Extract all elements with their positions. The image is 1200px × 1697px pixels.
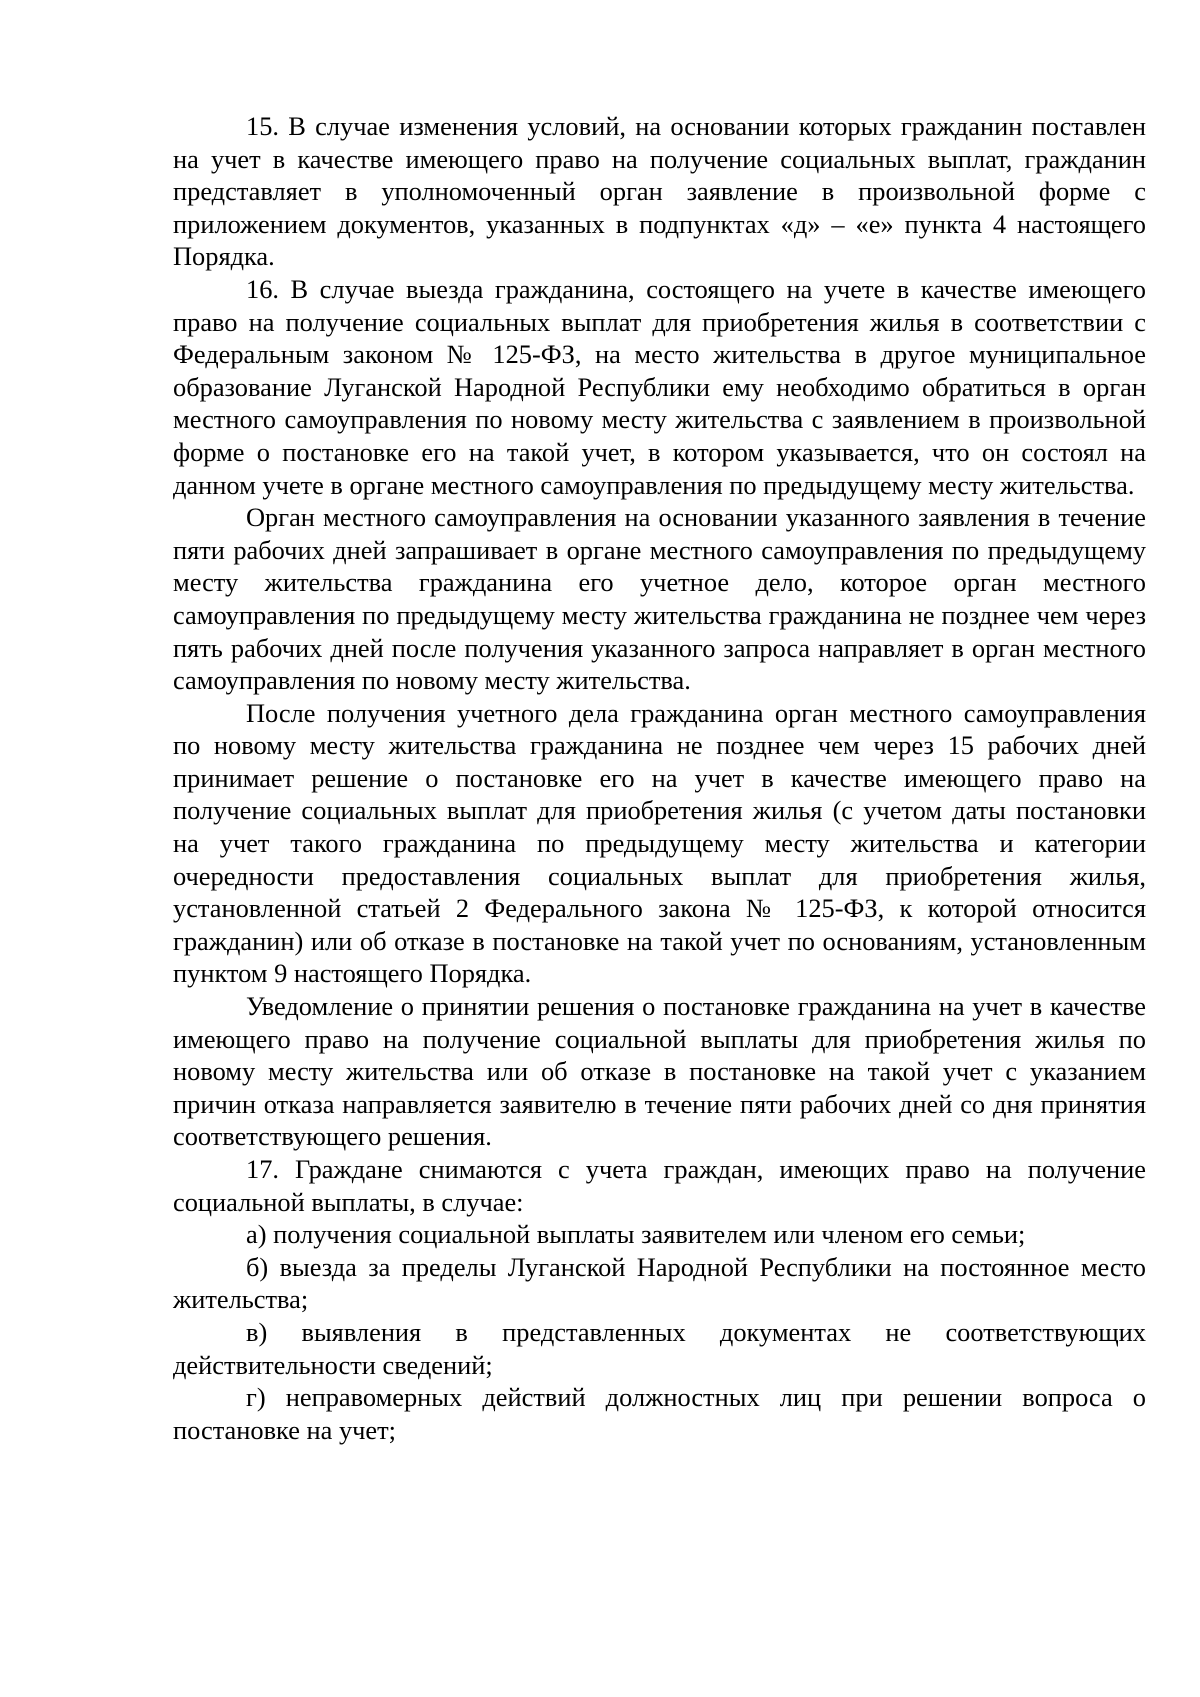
list-item-v: в) выявления в представленных документах не соответствующих действительности сведений; <box>173 1316 1146 1380</box>
paragraph-15: 15. В случае изменения условий, на основании которых гражданин поставлен на учет в качестве имеющего право на получение социальных выплат, гражданин представляет в уполномоченный орган заявление в произвольной форме с приложением документов, указанных в подпунктах «д» – «е» пункта 4 настоящего Порядка. <box>173 111 1146 272</box>
paragraph-16-part-4: Уведомление о принятии решения о постановке гражданина на учет в качестве имеющего право на получение социальной выплаты для приобретения жилья по новому месту жительства или об отказе в постановке на такой учет с указанием причин отказа направляется заявителю в течение пяти рабочих дней со дня принятия соответствующего решения. <box>173 991 1146 1152</box>
list-item-g: г) неправомерных действий должностных лиц при решении вопроса о постановке на учет; <box>173 1382 1146 1445</box>
paragraph-16: 16. В случае выезда гражданина, состоящего на учете в качестве имеющего право на получение социальных выплат для приобретения жилья в соответствии с Федеральным законом № 125-ФЗ, на место жительства в другое муниципальное образование Луганской Народной Республики ему необходимо обратиться в орган местного самоуправления по новому месту жительства с заявлением в произвольной форме о постановке его на такой учет, в котором указывается, что он состоял на данном учете в органе местного самоуправления по предыдущему месту жительства. <box>173 273 1146 500</box>
list-item-b: б) выезда за пределы Луганской Народной Республики на постоянное место жительства; <box>173 1251 1146 1315</box>
paragraph-16-part-3: После получения учетного дела гражданина орган местного самоуправления по новому месту жительства гражданина не позднее чем через 15 рабочих дней принимает решение о постановке его на учет в качестве имеющего право на получение социальных выплат для приобретения жилья (с учетом даты постановки на учет такого гражданина по предыдущему месту жительства и категории очередности предоставления социальных выплат для приобретения жилья, установленной статьей 2 Федерального закона № 125-ФЗ, к которой относится гражданин) или об отказе в постановке на такой учет по основаниям, установленным пунктом 9 настоящего Порядка. <box>173 697 1146 989</box>
list-item-a: а) получения социальной выплаты заявителем или членом его семьи; <box>246 1219 1026 1250</box>
document-page <box>173 110 1146 1446</box>
paragraph-16-part-2: Орган местного самоуправления на основании указанного заявления в течение пяти рабочих дней запрашивает в органе местного самоуправления по предыдущему месту жительства гражданина его учетное дело, которое орган местного самоуправления по предыдущему месту жительства гражданина не позднее чем через пять рабочих дней после получения указанного запроса направляет в орган местного самоуправления по новому месту жительства. <box>173 502 1146 696</box>
paragraph-17: 17. Граждане снимаются с учета граждан, имеющих право на получение социальной выплаты, в случае: <box>173 1154 1146 1217</box>
